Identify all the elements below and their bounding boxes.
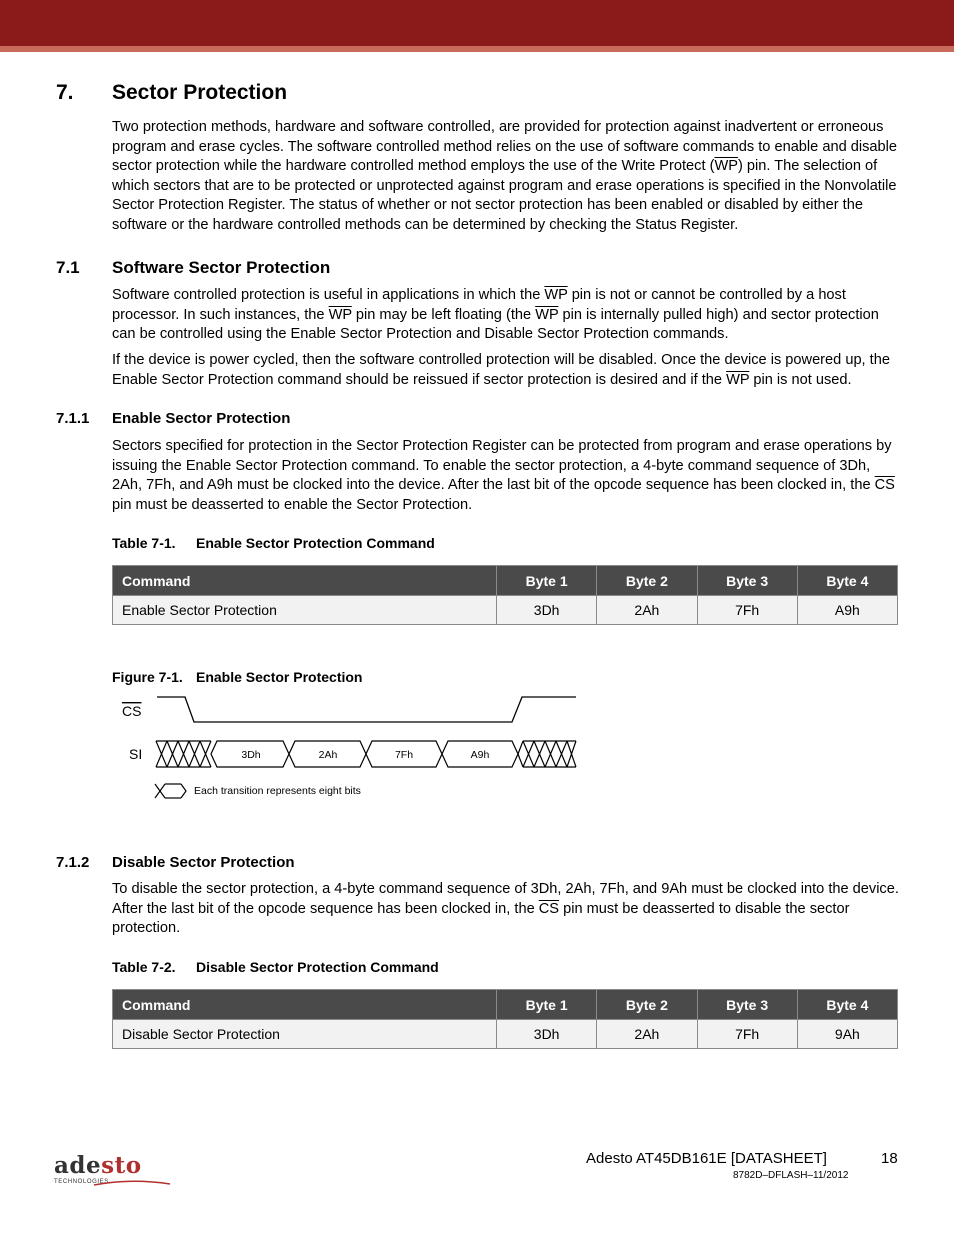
table-header-cell: Byte 4 xyxy=(797,990,897,1020)
cs-label: CS xyxy=(122,703,142,719)
section-7-1-2-paragraph: To disable the sector protection, a 4-byte command sequence of 3Dh, 2Ah, 7Fh, and 9Ah must be clocked into the device. After the last bit of the opcode sequence has been clocked in, the $\overline{CS}$ pin must be deasserted to disable the sector protection. xyxy=(112,881,899,936)
table-header-cell: Command xyxy=(113,990,497,1020)
si-byte-3: 7Fh xyxy=(394,749,414,761)
wp-signal: $\overline{WP}$ xyxy=(544,287,568,303)
cs-waveform xyxy=(157,697,576,722)
table-cell: Enable Sector Protection xyxy=(113,596,497,625)
si-dont-care-right xyxy=(518,741,576,767)
cs-signal: $\overline{CS}$ xyxy=(538,900,560,917)
table-cell: A9h xyxy=(797,596,897,625)
wp-signal: $\overline{WP}$ xyxy=(328,306,352,323)
logo-swoosh-icon xyxy=(92,1180,172,1188)
wp-signal: $\overline{WP}$ xyxy=(535,306,559,323)
si-byte-4: A9h xyxy=(470,749,490,761)
table-cell: 2Ah xyxy=(597,596,697,625)
document-id: 8782D–DFLASH–11/2012 xyxy=(733,1170,849,1181)
si-label: SI xyxy=(129,746,143,762)
table-cell: 3Dh xyxy=(497,1020,597,1049)
table-row xyxy=(113,596,898,625)
table-cell: Disable Sector Protection xyxy=(113,1020,497,1049)
table-header-row xyxy=(113,990,898,1020)
disable-sector-protection-table xyxy=(112,989,898,1049)
table-row xyxy=(113,1020,898,1049)
table-header-row xyxy=(113,566,898,596)
si-byte-2: 2Ah xyxy=(318,749,338,761)
table-cell: 7Fh xyxy=(697,1020,797,1049)
table-header-cell: Byte 2 xyxy=(597,990,697,1020)
section-7-1-1-paragraph: Sectors specified for protection in the Sector Protection Register can be protected from program and erase operations by issuing the Enable Sector Protection command. To enable the sector protection, a 4-byte command sequence of 3Dh, 2Ah, 7Fh, and A9h must be clocked into the device. After the last bit of the opcode sequence has been clocked in, the $\overline{CS}$ pin must be deasserted to enable the Sector Protection. xyxy=(112,438,895,513)
table-header-cell: Byte 4 xyxy=(797,566,897,596)
table-cell: 2Ah xyxy=(597,1020,697,1049)
section-title: Sector Protection xyxy=(112,81,288,104)
si-byte-1: 3Dh xyxy=(241,749,261,761)
table-header-cell: Command xyxy=(113,566,497,596)
table-header-cell: Byte 1 xyxy=(497,566,597,596)
table-header-cell: Byte 3 xyxy=(697,566,797,596)
adesto-logo: adesto TECHNOLOGIES xyxy=(54,1154,144,1190)
cs-signal: $\overline{CS}$ xyxy=(874,477,895,493)
transition-legend-icon xyxy=(155,784,186,798)
table-cell: 7Fh xyxy=(697,596,797,625)
wp-signal: $\overline{WP}$ xyxy=(726,371,750,388)
table-7-1-caption: Table 7-1. Enable Sector Protection Command xyxy=(112,535,435,551)
table-header-cell: Byte 3 xyxy=(697,990,797,1020)
table-cell: 3Dh xyxy=(497,596,597,625)
footer-document-title: Adesto AT45DB161E [DATASHEET] xyxy=(586,1150,827,1167)
section-number: 7. xyxy=(56,81,74,104)
table-cell: 9Ah xyxy=(797,1020,897,1049)
section-7-paragraph: Two protection methods, hardware and software controlled, are provided for protection against inadvertent or erroneous program and erase cycles. The software controlled method relies on the use of software commands to enable and disable sector protection while the hardware controlled method employs the use of the Write Protect $(\overline{WP})$ pin. The selection of which sectors that are to be protected or unprotected against program and erase operations is specified in the Nonvolatile Sector Protection Register. The status of whether or not sector protection has been enabled or disabled by either the software or the hardware controlled methods can be determined by checking the Status Register. xyxy=(112,119,897,233)
table-header-cell: Byte 2 xyxy=(597,566,697,596)
timing-diagram xyxy=(112,690,592,802)
figure-7-1-caption: Figure 7-1. Enable Sector Protection xyxy=(112,669,363,685)
transition-legend-text: Each transition represents eight bits xyxy=(194,785,361,797)
header-stripe xyxy=(0,46,954,52)
si-dont-care-left xyxy=(156,741,211,767)
enable-sector-protection-table xyxy=(112,565,898,625)
section-7-1-paragraph-2: If the device is power cycled, then the software controlled protection will be disabled. Once the device is powered up, the Enable Sector Protection command should be reissued if sector protection is desired and if the $\overline{WP}$ pin is not used. xyxy=(112,352,890,388)
wp-signal: $\overline{WP}$ xyxy=(714,158,738,174)
table-7-2-caption: Table 7-2. Disable Sector Protection Command xyxy=(112,959,439,975)
section-7-1-paragraph-1: Software controlled protection is useful in applications in which the $\overline{WP}$ pin is not or cannot be controlled by a host processor. In such instances, the $\overline{WP}$ pin may be left floating (the $\overline{WP}$ pin is internally pulled high) and sector protection can be controlled using the Enable Sector Protection and Disable Sector Protection commands. xyxy=(112,287,879,342)
page-number: 18 xyxy=(881,1150,898,1167)
header-bar xyxy=(0,0,954,46)
table-header-cell: Byte 1 xyxy=(497,990,597,1020)
